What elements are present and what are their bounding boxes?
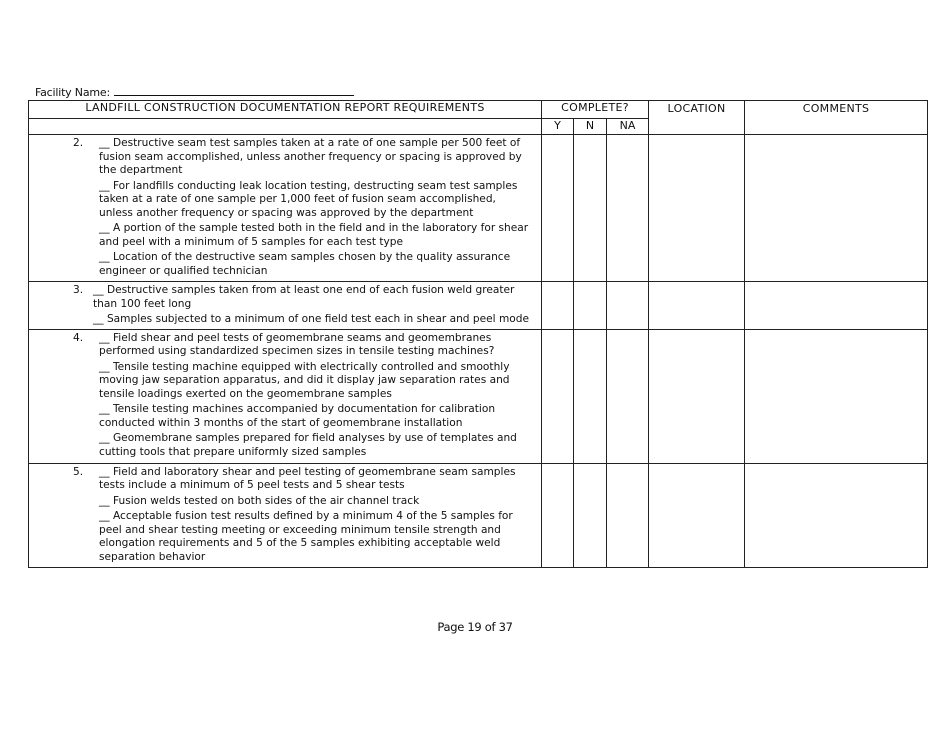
requirements-subheader bbox=[29, 119, 542, 135]
requirement-line: __ Tensile testing machines accompanied by documentation for calibration conducted within 3 months of the start of geomembrane installation bbox=[99, 403, 496, 429]
comments-cell[interactable] bbox=[745, 329, 928, 463]
na-cell[interactable] bbox=[607, 463, 649, 567]
comments-cell[interactable] bbox=[745, 282, 928, 330]
requirement-cell bbox=[29, 135, 542, 282]
table-row bbox=[29, 329, 928, 463]
comments-cell[interactable] bbox=[745, 463, 928, 567]
location-cell[interactable] bbox=[649, 463, 745, 567]
requirement-line: __ Field shear and peel tests of geomembrane seams and geomembranes performed using standardized specimen sizes in tensile testing machines? bbox=[99, 331, 495, 357]
item-number: 5. bbox=[73, 465, 84, 478]
y-cell[interactable] bbox=[542, 282, 574, 330]
n-header: N bbox=[574, 119, 607, 135]
requirement-cell bbox=[29, 282, 542, 330]
y-cell[interactable] bbox=[542, 463, 574, 567]
requirement-line: __ For landfills conducting leak location testing, destructing seam test samples taken at a rate of one sample per 1,000 feet of fusion seam accomplished, unless another frequency or spacing was approved by the department bbox=[99, 179, 518, 219]
facility-name-blank bbox=[114, 86, 354, 96]
requirement-line: __ Location of the destructive seam samples chosen by the quality assurance engineer or qualified technician bbox=[99, 251, 511, 277]
n-cell[interactable] bbox=[574, 282, 607, 330]
location-header: LOCATION bbox=[649, 101, 745, 135]
requirement-line: __ Acceptable fusion test results defined by a minimum 4 of the 5 samples for peel and shear testing meeting or exceeding minimum tensile strength and elongation requirements and 5 of the 5 samples exhibiting acceptable weld separation behavior bbox=[99, 510, 513, 563]
requirement-line: __ Tensile testing machine equipped with electrically controlled and smoothly moving jaw separation apparatus, and did it display jaw separation rates and tensile loadings exerted on the geomembrane samples bbox=[99, 360, 510, 400]
item-number: 2. bbox=[73, 137, 84, 149]
location-cell[interactable] bbox=[649, 329, 745, 463]
na-header: NA bbox=[607, 119, 649, 135]
comments-header: COMMENTS bbox=[745, 101, 928, 135]
n-cell[interactable] bbox=[574, 135, 607, 282]
comments-cell[interactable] bbox=[745, 135, 928, 282]
requirements-header: LANDFILL CONSTRUCTION DOCUMENTATION REPORT REQUIREMENTS bbox=[29, 101, 542, 119]
na-cell[interactable] bbox=[607, 135, 649, 282]
facility-name-field bbox=[35, 86, 354, 99]
complete-header: COMPLETE? bbox=[542, 101, 649, 119]
na-cell[interactable] bbox=[607, 282, 649, 330]
requirement-line: __ A portion of the sample tested both in the field and in the laboratory for shear and peel with a minimum of 5 samples for each test type bbox=[99, 222, 529, 248]
y-cell[interactable] bbox=[542, 329, 574, 463]
y-header: Y bbox=[542, 119, 574, 135]
location-cell[interactable] bbox=[649, 282, 745, 330]
table-row bbox=[29, 463, 928, 567]
requirement-line: __ Field and laboratory shear and peel testing of geomembrane seam samples tests include a minimum of 5 peel tests and 5 shear tests bbox=[99, 465, 516, 491]
requirement-line: __ Destructive seam test samples taken at a rate of one sample per 500 feet of fusion seam accomplished, unless another frequency or spacing is approved by the department bbox=[99, 137, 522, 176]
page-number: Page 19 of 37 bbox=[437, 620, 513, 634]
facility-name-label: Facility Name: bbox=[35, 86, 110, 99]
location-cell[interactable] bbox=[649, 135, 745, 282]
item-number: 3. bbox=[73, 284, 84, 296]
table-row bbox=[29, 282, 928, 330]
item-number: 4. bbox=[73, 331, 84, 344]
n-cell[interactable] bbox=[574, 463, 607, 567]
requirement-line: __ Destructive samples taken from at least one end of each fusion weld greater than 100 feet long bbox=[93, 284, 515, 310]
y-cell[interactable] bbox=[542, 135, 574, 282]
requirement-cell bbox=[29, 463, 542, 567]
requirement-line: __ Samples subjected to a minimum of one field test each in shear and peel mode bbox=[93, 313, 529, 325]
requirement-cell bbox=[29, 329, 542, 463]
table-row bbox=[29, 135, 928, 282]
requirement-line: __ Geomembrane samples prepared for field analyses by use of templates and cutting tools that prepare uniformly sized samples bbox=[99, 432, 517, 458]
requirement-line: __ Fusion welds tested on both sides of the air channel track bbox=[99, 494, 420, 507]
na-cell[interactable] bbox=[607, 329, 649, 463]
requirements-table bbox=[28, 100, 928, 568]
n-cell[interactable] bbox=[574, 329, 607, 463]
